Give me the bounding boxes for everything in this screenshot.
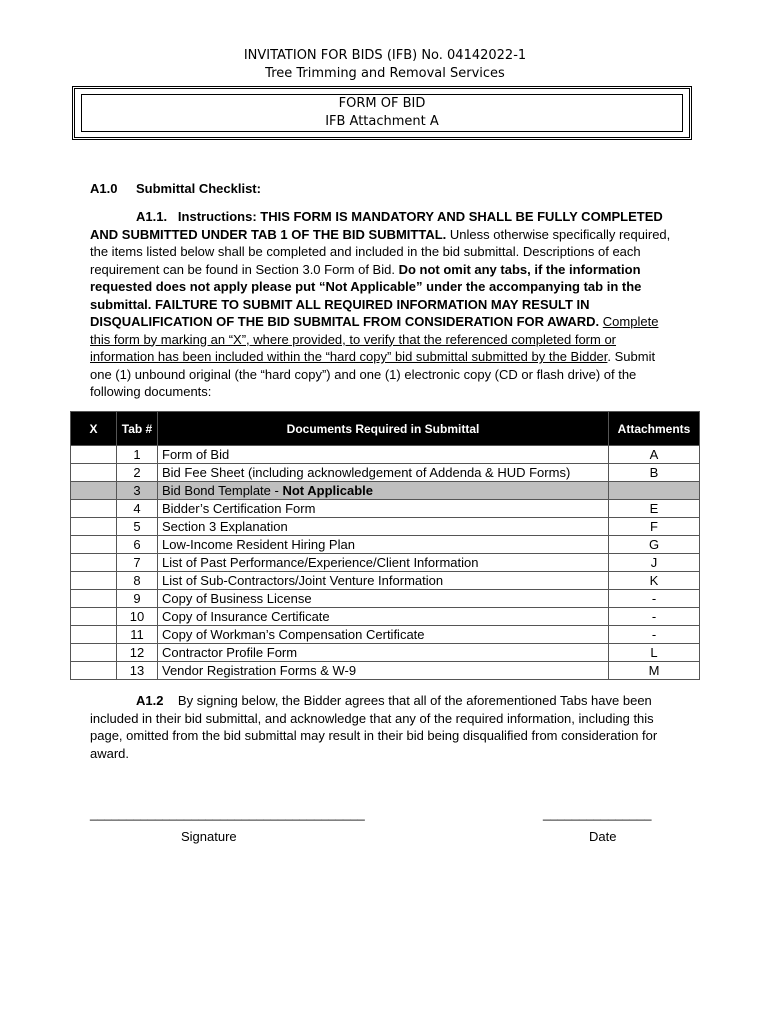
header-documents: Documents Required in Submittal bbox=[158, 412, 609, 446]
form-subtitle: IFB Attachment A bbox=[325, 114, 439, 129]
attachment-cell: F bbox=[609, 518, 700, 536]
document-name: Section 3 Explanation bbox=[162, 518, 288, 534]
section-title: Submittal Checklist: bbox=[136, 181, 261, 196]
agreement-paragraph bbox=[90, 692, 675, 762]
instructions-text-1: Unless otherwise specifically required, the items listed below shall be completed and included in the bid submittal. Descriptions of each requirement can be found in Section 3.0 Form of Bid. bbox=[90, 226, 671, 277]
section-number: A1.0 bbox=[90, 181, 118, 196]
table-header-row bbox=[71, 412, 700, 446]
attachment-cell: - bbox=[609, 608, 700, 626]
project-title-heading: Tree Trimming and Removal Services bbox=[265, 66, 505, 81]
document-name-cell bbox=[158, 500, 609, 518]
document-name-cell bbox=[158, 572, 609, 590]
table-row bbox=[71, 464, 700, 482]
checkbox-cell-x[interactable] bbox=[71, 536, 117, 554]
instructions-number: A1.1. bbox=[136, 209, 168, 224]
document-name: Form of Bid bbox=[162, 446, 230, 462]
document-name-cell bbox=[158, 608, 609, 626]
checkbox-cell-x[interactable] bbox=[71, 464, 117, 482]
agreement-text: By signing below, the Bidder agrees that all of the aforementioned Tabs have been included in their bid submittal, and acknowledge that any of the required information, including this page, omitted from the bid submittal may result in their bid being disqualified from consideration for award. bbox=[90, 693, 658, 761]
table-row bbox=[71, 554, 700, 572]
document-name-cell bbox=[158, 590, 609, 608]
document-name: Low-Income Resident Hiring Plan bbox=[162, 536, 355, 552]
document-name: List of Past Performance/Experience/Client Information bbox=[162, 554, 479, 570]
attachment-cell: K bbox=[609, 572, 700, 590]
tab-number-cell: 1 bbox=[117, 446, 158, 464]
table-row bbox=[71, 500, 700, 518]
attachment-cell: B bbox=[609, 464, 700, 482]
document-name: Copy of Insurance Certificate bbox=[162, 608, 330, 624]
tab-number-cell: 11 bbox=[117, 626, 158, 644]
attachment-cell: L bbox=[609, 644, 700, 662]
table-row bbox=[71, 536, 700, 554]
header-attachments: Attachments bbox=[609, 412, 700, 446]
document-name: Copy of Business License bbox=[162, 590, 312, 606]
table-row bbox=[71, 644, 700, 662]
section-heading bbox=[90, 180, 261, 198]
document-name-cell bbox=[158, 482, 609, 500]
document-name: Contractor Profile Form bbox=[162, 644, 298, 660]
attachment-cell: - bbox=[609, 590, 700, 608]
tab-number-cell: 8 bbox=[117, 572, 158, 590]
table-row bbox=[71, 518, 700, 536]
table-row bbox=[71, 662, 700, 680]
checkbox-cell-x[interactable] bbox=[71, 500, 117, 518]
checkbox-cell-x[interactable] bbox=[71, 626, 117, 644]
document-name-cell bbox=[158, 644, 609, 662]
document-name: Bidder’s Certification Form bbox=[162, 500, 316, 516]
document-name: List of Sub-Contractors/Joint Venture Information bbox=[162, 572, 444, 588]
table-row bbox=[71, 626, 700, 644]
table-row bbox=[71, 572, 700, 590]
instructions-paragraph bbox=[90, 208, 675, 401]
table-row bbox=[71, 608, 700, 626]
tab-number-cell: 3 bbox=[117, 482, 158, 500]
tab-number-cell: 12 bbox=[117, 644, 158, 662]
attachment-cell: G bbox=[609, 536, 700, 554]
document-name: Copy of Workman’s Compensation Certificate bbox=[162, 626, 425, 642]
table-row bbox=[71, 446, 700, 464]
tab-number-cell: 13 bbox=[117, 662, 158, 680]
date-label: Date bbox=[589, 829, 617, 844]
tab-number-cell: 6 bbox=[117, 536, 158, 554]
document-name-cell bbox=[158, 662, 609, 680]
table-row bbox=[71, 590, 700, 608]
checkbox-cell-x[interactable] bbox=[71, 662, 117, 680]
document-name-cell bbox=[158, 554, 609, 572]
tab-number-cell: 4 bbox=[117, 500, 158, 518]
instructions-underlined: Complete this form by marking an “X”, where provided, to verify that the referenced completed form or information has been included within the “hard copy” bid submittal submitted by the Bidder bbox=[90, 314, 659, 364]
document-name: Bid Bond Template - bbox=[162, 482, 283, 498]
header-x: X bbox=[71, 412, 117, 446]
document-name-cell bbox=[158, 626, 609, 644]
agreement-number: A1.2 bbox=[136, 693, 164, 708]
signature-label: Signature bbox=[181, 829, 237, 844]
tab-number-cell: 9 bbox=[117, 590, 158, 608]
instructions-warning: Do not omit any tabs, if the information requested does not apply please put “Not Applicable” under the accompanying tab in the submittal. FAILTURE TO SUBMIT ALL REQUIRED INFORMATION MAY RESULT IN DISQUALIFICATION OF THE BID SUBMITAL FROM CONSIDERATION FOR AWARD. bbox=[90, 261, 642, 329]
checkbox-cell-x[interactable] bbox=[71, 644, 117, 662]
document-name: Bid Fee Sheet (including acknowledgement of Addenda & HUD Forms) bbox=[162, 464, 571, 480]
checkbox-cell-x[interactable] bbox=[71, 590, 117, 608]
table-row bbox=[71, 482, 700, 500]
checkbox-cell-x[interactable] bbox=[71, 608, 117, 626]
tab-number-cell: 7 bbox=[117, 554, 158, 572]
signature-line[interactable]: ______________________________________ bbox=[90, 806, 365, 821]
attachment-cell bbox=[609, 482, 700, 500]
instructions-bold-intro: Instructions: THIS FORM IS MANDATORY AND SHALL BE FULLY COMPLETED AND SUBMITTED UNDER TAB 1 OF THE BID SUBMITTAL. bbox=[90, 209, 663, 242]
document-name-cell bbox=[158, 518, 609, 536]
form-title: FORM OF BID bbox=[338, 96, 426, 111]
date-line[interactable]: _______________ bbox=[543, 806, 652, 821]
attachment-cell: J bbox=[609, 554, 700, 572]
document-note: Not Applicable bbox=[282, 482, 373, 498]
attachment-cell: M bbox=[609, 662, 700, 680]
tab-number-cell: 10 bbox=[117, 608, 158, 626]
tab-number-cell: 2 bbox=[117, 464, 158, 482]
tab-number-cell: 5 bbox=[117, 518, 158, 536]
submittal-checklist-table bbox=[70, 411, 700, 680]
document-name-cell bbox=[158, 464, 609, 482]
attachment-cell: - bbox=[609, 626, 700, 644]
ifb-number-heading: INVITATION FOR BIDS (IFB) No. 04142022-1 bbox=[243, 48, 527, 63]
instructions-text-2: . Submit one (1) unbound original (the “hard copy”) and one (1) electronic copy (CD or flash drive) of the following documents: bbox=[90, 349, 656, 399]
document-name-cell bbox=[158, 446, 609, 464]
header-tab: Tab # bbox=[117, 412, 158, 446]
checkbox-cell-x[interactable] bbox=[71, 554, 117, 572]
checkbox-cell-x[interactable] bbox=[71, 446, 117, 464]
document-name: Vendor Registration Forms & W-9 bbox=[162, 662, 357, 678]
attachment-cell: E bbox=[609, 500, 700, 518]
checkbox-cell-x[interactable] bbox=[71, 518, 117, 536]
form-title-box bbox=[72, 86, 692, 140]
attachment-cell: A bbox=[609, 446, 700, 464]
checkbox-cell-x[interactable] bbox=[71, 482, 117, 500]
checkbox-cell-x[interactable] bbox=[71, 572, 117, 590]
document-name-cell bbox=[158, 536, 609, 554]
